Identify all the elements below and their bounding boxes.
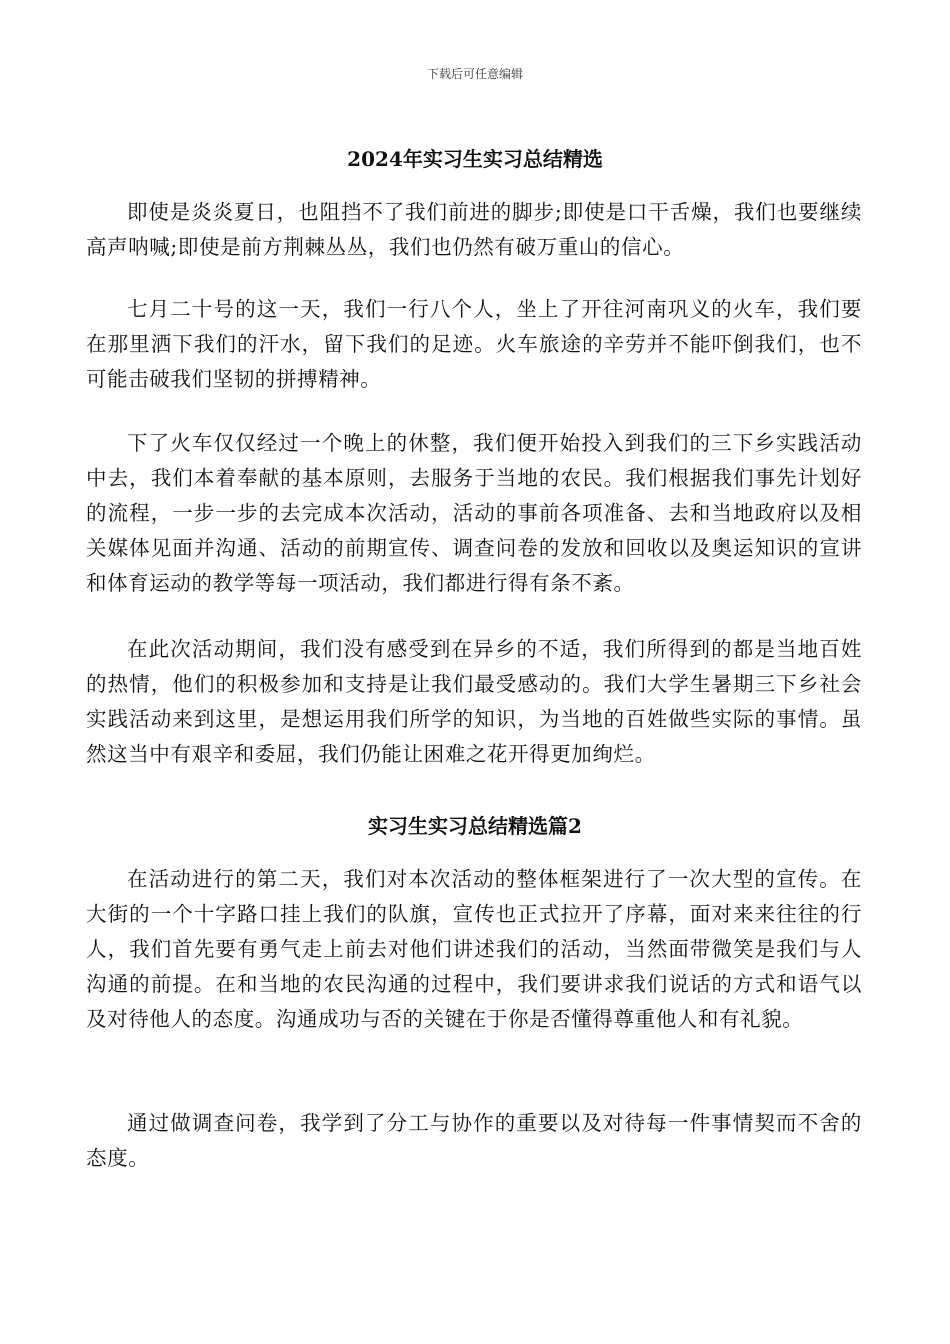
section-title: 实习生实习总结精选篇2 (368, 814, 582, 838)
header-note: 下载后可任意编辑 (426, 67, 523, 81)
document-title: 2024年实习生实习总结精选 (347, 147, 603, 171)
paragraph: 在活动进行的第二天，我们对本次活动的整体框架进行了一次大型的宣传。在大街的一个十字路口挂上我们的队旗，宣传也正式拉开了序幕，面对来来往往的行人，我们首先要有勇气走上前去对他们讲述我们的活动，当然面带微笑是我们与人沟通的前提。在和当地的农民沟通的过程中，我们要讲求我们说话的方式和语气以及对待他人的态度。沟通成功与否的关键在于你是否懂得尊重他人和有礼貌。 (86, 867, 862, 1031)
paragraph: 七月二十号的这一天，我们一行八个人，坐上了开往河南巩义的火车，我们要在那里洒下我们的汗水，留下我们的足迹。火车旅途的辛劳并不能吓倒我们，也不可能击破我们坚韧的拼搏精神。 (86, 297, 862, 391)
paragraph: 通过做调查问卷，我学到了分工与协作的重要以及对待每一件事情契而不舍的态度。 (86, 1111, 862, 1170)
paragraph: 在此次活动期间，我们没有感受到在异乡的不适，我们所得到的都是当地百姓的热情，他们的积极参加和支持是让我们最受感动的。我们大学生暑期三下乡社会实践活动来到这里，是想运用我们所学的知识，为当地的百姓做些实际的事情。虽然这当中有艰辛和委屈，我们仍能让困难之花开得更加绚烂。 (86, 637, 862, 766)
paragraph: 下了火车仅仅经过一个晚上的休整，我们便开始投入到我们的三下乡实践活动中去，我们本着奉献的基本原则，去服务于当地的农民。我们根据我们事先计划好的流程，一步一步的去完成本次活动，活动的事前各项准备、去和当地政府以及相关媒体见面并沟通、活动的前期宣传、调查问卷的发放和回收以及奥运知识的宣讲和体育运动的教学等每一项活动，我们都进行得有条不紊。 (86, 431, 862, 595)
paragraph: 即使是炎炎夏日，也阻挡不了我们前进的脚步;即使是口干舌燥，我们也要继续高声呐喊;即使是前方荆棘丛丛，我们也仍然有破万重山的信心。 (86, 200, 862, 259)
